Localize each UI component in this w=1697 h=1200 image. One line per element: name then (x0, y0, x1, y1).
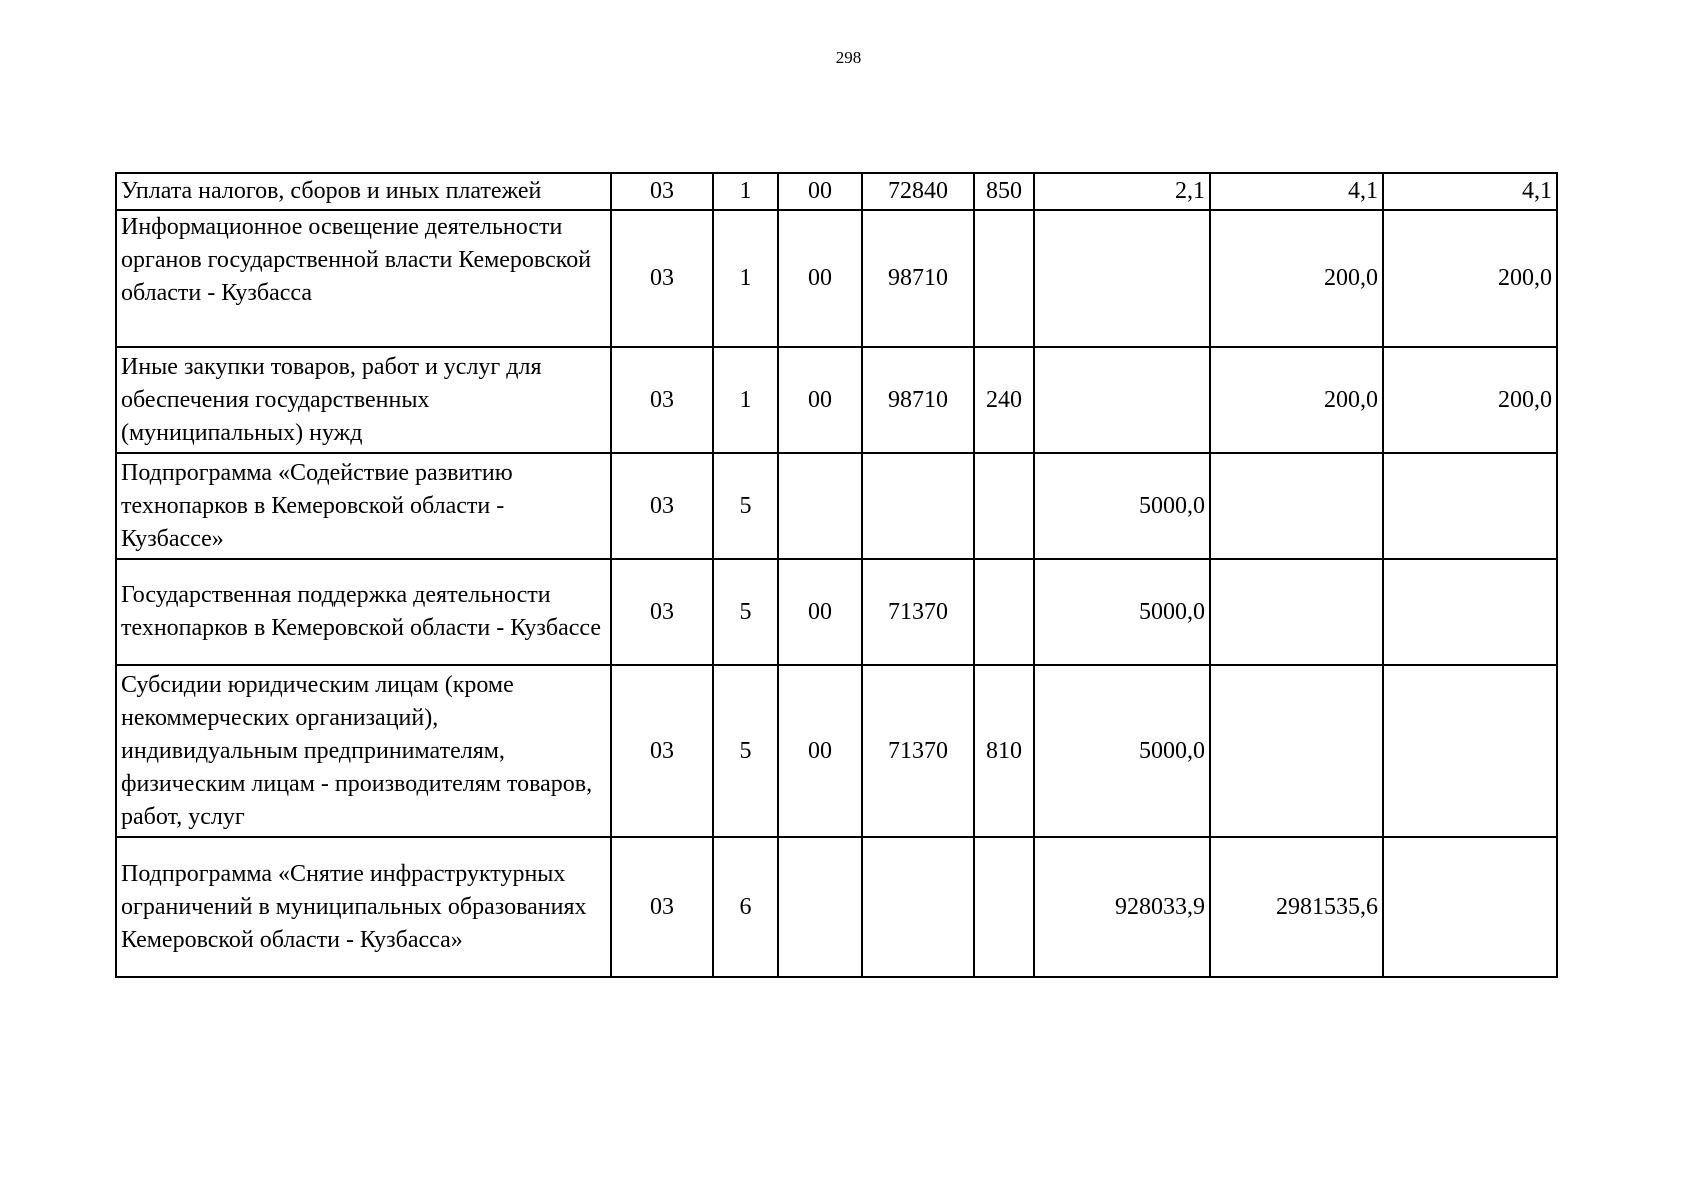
amount-cell-2 (1210, 665, 1383, 837)
direction-code-cell (778, 453, 862, 559)
expense-type-cell (974, 837, 1034, 977)
expense-type-cell (974, 453, 1034, 559)
amount-cell-1: 5000,0 (1034, 665, 1210, 837)
row-name-cell: Подпрограмма «Снятие инфраструктурных ограничений в муниципальных образованиях Кемеровской области - Кузбасса» (116, 837, 611, 977)
expense-type-cell (974, 559, 1034, 665)
section-code-cell: 03 (611, 347, 713, 453)
section-code-cell: 03 (611, 665, 713, 837)
amount-cell-3 (1383, 453, 1557, 559)
amount-cell-1: 2,1 (1034, 173, 1210, 210)
table-row (116, 837, 1557, 977)
expense-type-cell: 810 (974, 665, 1034, 837)
direction-code-cell (778, 837, 862, 977)
direction-code-cell: 00 (778, 347, 862, 453)
amount-cell-2: 4,1 (1210, 173, 1383, 210)
amount-cell-3: 200,0 (1383, 210, 1557, 347)
subprogram-code-cell: 1 (713, 173, 778, 210)
table-row (116, 210, 1557, 347)
amount-cell-3: 4,1 (1383, 173, 1557, 210)
expense-type-cell (974, 210, 1034, 347)
direction-code-cell: 00 (778, 559, 862, 665)
subprogram-code-cell: 5 (713, 665, 778, 837)
section-code-cell: 03 (611, 210, 713, 347)
subprogram-code-cell: 5 (713, 453, 778, 559)
row-name-cell: Подпрограмма «Содействие развитию технопарков в Кемеровской области - Кузбассе» (116, 453, 611, 559)
expense-type-cell: 240 (974, 347, 1034, 453)
amount-cell-3 (1383, 837, 1557, 977)
row-name-cell: Субсидии юридическим лицам (кроме некоммерческих организаций), индивидуальным предпринимателям, физическим лицам - производителям товаров, работ, услуг (116, 665, 611, 837)
amount-cell-1 (1034, 347, 1210, 453)
article-code-cell (862, 453, 974, 559)
amount-cell-1: 5000,0 (1034, 559, 1210, 665)
amount-cell-3: 200,0 (1383, 347, 1557, 453)
article-code-cell: 98710 (862, 347, 974, 453)
subprogram-code-cell: 1 (713, 347, 778, 453)
article-code-cell (862, 837, 974, 977)
section-code-cell: 03 (611, 453, 713, 559)
amount-cell-2: 200,0 (1210, 347, 1383, 453)
amount-cell-3 (1383, 559, 1557, 665)
direction-code-cell: 00 (778, 210, 862, 347)
budget-table (115, 172, 1558, 978)
amount-cell-2: 2981535,6 (1210, 837, 1383, 977)
amount-cell-2 (1210, 453, 1383, 559)
direction-code-cell: 00 (778, 173, 862, 210)
expense-type-cell: 850 (974, 173, 1034, 210)
article-code-cell: 71370 (862, 559, 974, 665)
article-code-cell: 98710 (862, 210, 974, 347)
subprogram-code-cell: 6 (713, 837, 778, 977)
article-code-cell: 72840 (862, 173, 974, 210)
amount-cell-1 (1034, 210, 1210, 347)
section-code-cell: 03 (611, 559, 713, 665)
article-code-cell: 71370 (862, 665, 974, 837)
subprogram-code-cell: 5 (713, 559, 778, 665)
page-number: 298 (835, 48, 862, 67)
table-row (116, 173, 1557, 210)
amount-cell-1: 5000,0 (1034, 453, 1210, 559)
row-name-cell: Иные закупки товаров, работ и услуг для обеспечения государственных (муниципальных) нужд (116, 347, 611, 453)
amount-cell-2: 200,0 (1210, 210, 1383, 347)
row-name-cell: Информационное освещение деятельности органов государственной власти Кемеровской области - Кузбасса (116, 210, 611, 347)
table-row (116, 559, 1557, 665)
subprogram-code-cell: 1 (713, 210, 778, 347)
section-code-cell: 03 (611, 173, 713, 210)
section-code-cell: 03 (611, 837, 713, 977)
amount-cell-2 (1210, 559, 1383, 665)
direction-code-cell: 00 (778, 665, 862, 837)
table-row (116, 347, 1557, 453)
table-row (116, 453, 1557, 559)
row-name-cell: Государственная поддержка деятельности технопарков в Кемеровской области - Кузбассе (116, 559, 611, 665)
amount-cell-3 (1383, 665, 1557, 837)
table-row (116, 665, 1557, 837)
row-name-cell: Уплата налогов, сборов и иных платежей (116, 173, 611, 210)
amount-cell-1: 928033,9 (1034, 837, 1210, 977)
